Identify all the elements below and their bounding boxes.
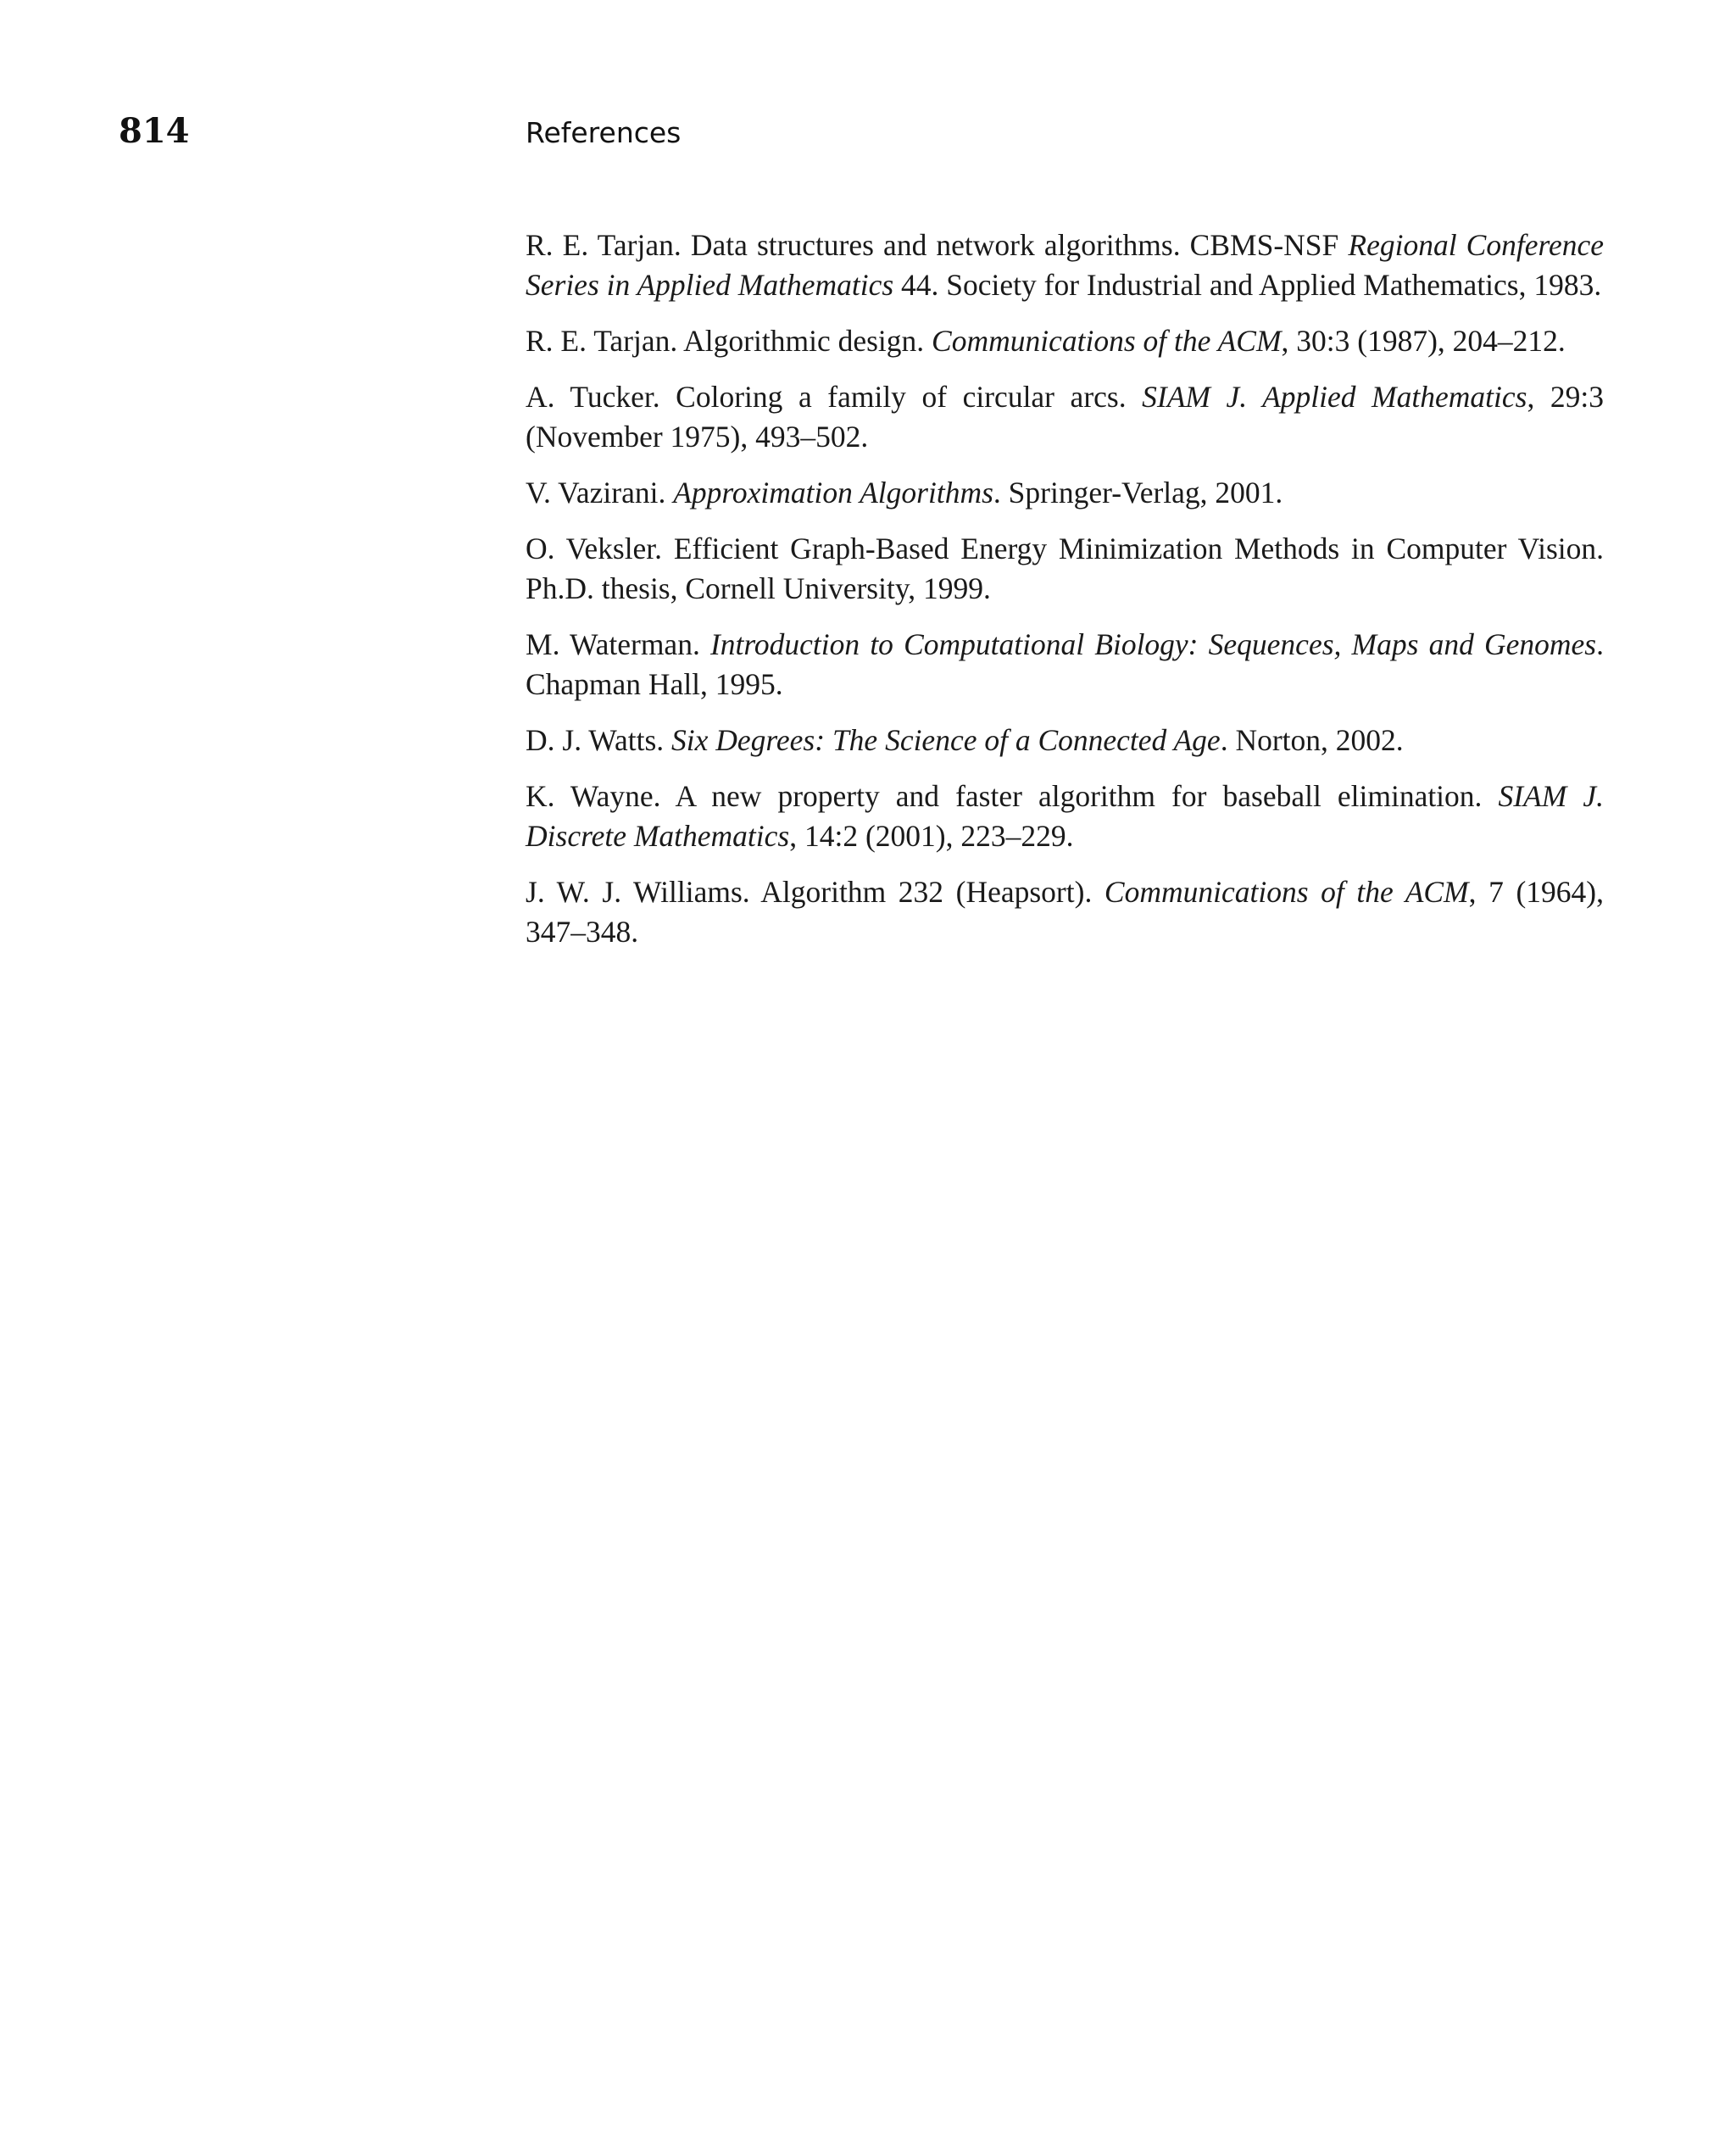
reference-details: , 30:3 (1987), 204–212. — [1281, 324, 1566, 358]
reference-venue: SIAM J. Discrete Mathematics — [526, 779, 1604, 853]
reference-venue: Regional Conference Series in Applied Mathematics — [526, 228, 1604, 302]
reference-details: , 29:3 (November 1975), 493–502. — [526, 380, 1604, 454]
reference-text: M. Waterman. — [526, 627, 710, 661]
reference-entry — [526, 529, 1604, 609]
reference-entry — [526, 721, 1604, 760]
reference-venue: Communications of the ACM — [932, 324, 1282, 358]
reference-entry — [526, 321, 1604, 361]
reference-text: V. Vazirani. — [526, 476, 674, 510]
reference-entry — [526, 377, 1604, 457]
reference-venue: Six Degrees: The Science of a Connected Age — [671, 723, 1221, 757]
running-head: References — [526, 116, 682, 149]
reference-details: , 7 (1964), 347–348. — [526, 875, 1604, 949]
reference-entry — [526, 872, 1604, 952]
reference-details: . Springer-Verlag, 2001. — [993, 476, 1283, 510]
reference-details: . Norton, 2002. — [1220, 723, 1404, 757]
reference-entry — [526, 473, 1604, 513]
page-number: 814 — [119, 111, 190, 151]
reference-details: . Chapman Hall, 1995. — [526, 627, 1604, 701]
reference-details: , 14:2 (2001), 223–229. — [789, 819, 1074, 853]
reference-text: D. J. Watts. — [526, 723, 672, 757]
reference-entry — [526, 625, 1604, 704]
reference-text: R. E. Tarjan. Data structures and network algorithms. CBMS-NSF — [526, 228, 1349, 262]
reference-text: K. Wayne. A new property and faster algorithm for baseball elimination. — [526, 779, 1499, 813]
reference-text: A. Tucker. Coloring a family of circular arcs. — [526, 380, 1143, 414]
reference-text: R. E. Tarjan. Algorithmic design. — [526, 324, 932, 358]
reference-text: O. Veksler. Efficient Graph-Based Energy Minimization Methods in Computer Vision. Ph.D. thesis, Cornell University, 1999. — [526, 532, 1604, 605]
reference-entry — [526, 226, 1604, 305]
reference-venue: Communications of the ACM — [1104, 875, 1469, 909]
reference-entry — [526, 777, 1604, 856]
reference-text: J. W. J. Williams. Algorithm 232 (Heapsort). — [526, 875, 1104, 909]
reference-venue: Introduction to Computational Biology: Sequences, Maps and Genomes — [709, 627, 1597, 661]
reference-venue: Approximation Algorithms — [673, 476, 993, 510]
reference-details: 44. Society for Industrial and Applied Mathematics, 1983. — [893, 268, 1602, 302]
reference-venue: SIAM J. Applied Mathematics — [1142, 380, 1527, 414]
reference-list — [526, 226, 1604, 968]
